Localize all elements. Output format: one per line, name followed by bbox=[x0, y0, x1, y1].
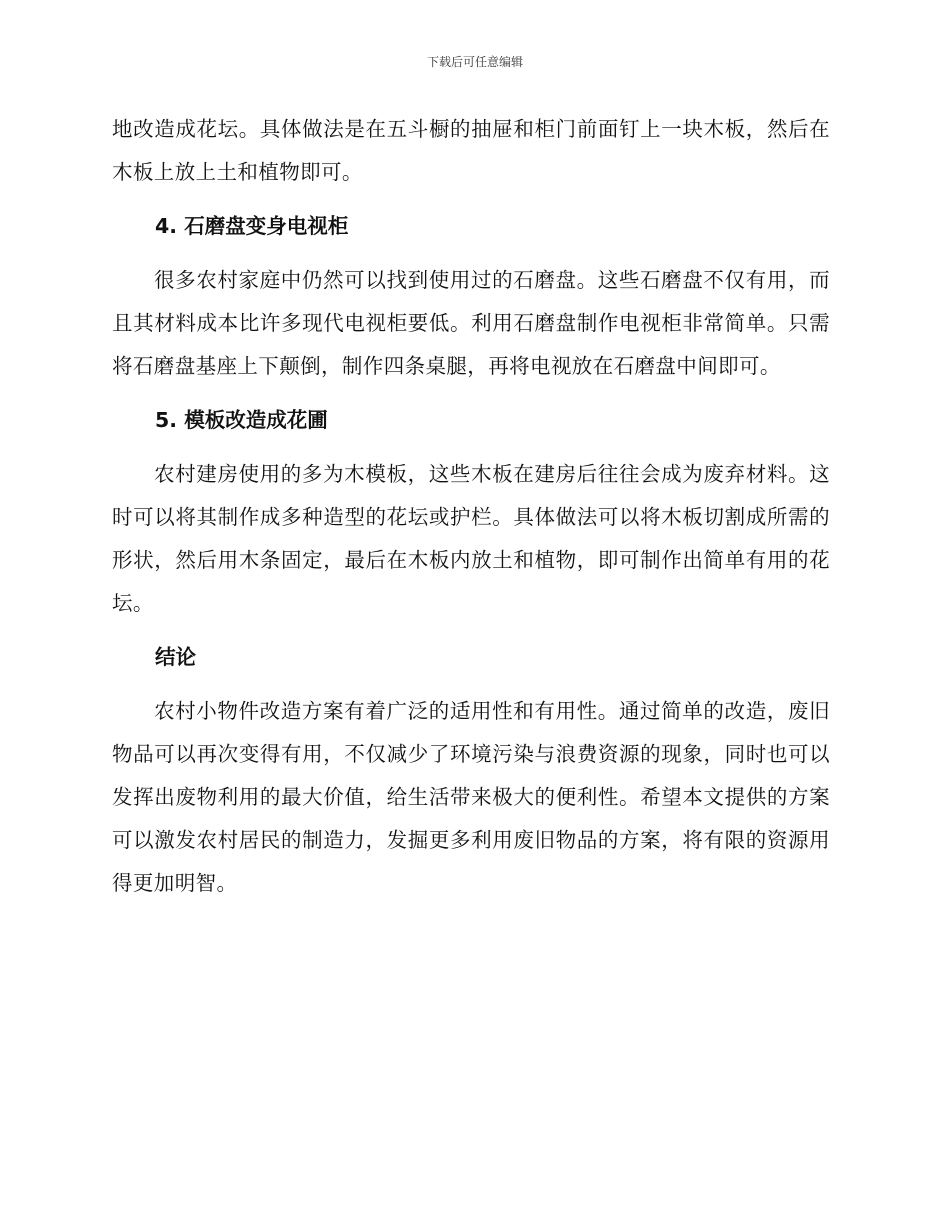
intro-paragraph: 地改造成花坛。具体做法是在五斗橱的抽屉和柜门前面钉上一块木板，然后在木板上放上土和植物即可。 bbox=[112, 117, 830, 184]
page-header: 下载后可任意编辑 bbox=[426, 55, 523, 69]
section-5-heading: 5. 模板改造成花圃 bbox=[155, 408, 328, 432]
section-4-heading: 4. 石磨盘变身电视柜 bbox=[155, 214, 349, 238]
section-5-paragraph: 农村建房使用的多为木模板，这些木板在建房后往往会成为废弃材料。这时可以将其制作成多种造型的花坛或护栏。具体做法可以将木板切割成所需的形状，然后用木条固定，最后在木板内放土和植物，即可制作出简单有用的花坛。 bbox=[112, 462, 830, 615]
section-4-paragraph: 很多农村家庭中仍然可以找到使用过的石磨盘。这些石磨盘不仅有用，而且其材料成本比许多现代电视柜要低。利用石磨盘制作电视柜非常简单。只需将石磨盘基座上下颠倒，制作四条桌腿，再将电视放在石磨盘中间即可。 bbox=[112, 268, 830, 378]
document-body bbox=[112, 108, 830, 905]
conclusion-heading: 结论 bbox=[155, 645, 196, 669]
conclusion-paragraph: 农村小物件改造方案有着广泛的适用性和有用性。通过简单的改造，废旧物品可以再次变得有用，不仅减少了环境污染与浪费资源的现象，同时也可以发挥出废物利用的最大价值，给生活带来极大的便利性。希望本文提供的方案可以激发农村居民的制造力，发掘更多利用废旧物品的方案，将有限的资源用得更加明智。 bbox=[112, 699, 830, 895]
